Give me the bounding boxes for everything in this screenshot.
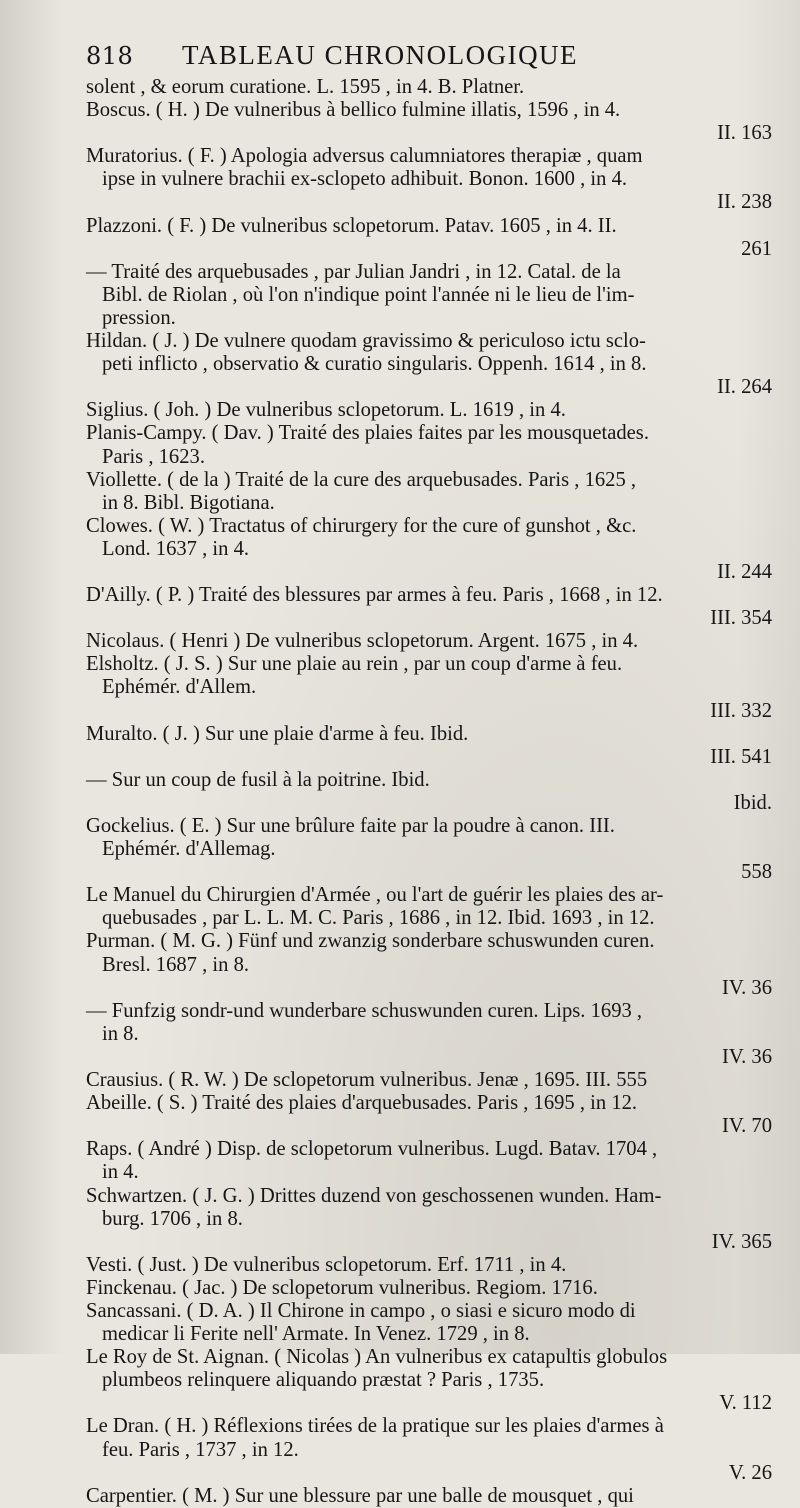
entry-line: Muratorius. ( F. ) Apologia adversus calumniatores therapiæ , quam: [86, 145, 643, 168]
entry-line: Raps. ( André ) Disp. de sclopetorum vulneribus. Lugd. Batav. 1704 ,: [86, 1138, 658, 1161]
entry-line: solent , & eorum curatione. L. 1595 , in 4. B. Platner.: [86, 76, 525, 98]
entry-line: Planis-Campy. ( Dav. ) Traité des plaies faites par les mousquetades.: [86, 422, 649, 445]
entry-line: Le Roy de St. Aignan. ( Nicolas ) An vulneribus ex catapultis globulos: [86, 1346, 668, 1369]
bibliography-entry: [86, 769, 772, 815]
entry-line: D'Ailly. ( P. ) Traité des blessures par armes à feu. Paris , 1668 , in 12.: [86, 584, 663, 607]
entry-line: Purman. ( M. G. ) Fünf und zwanzig sonderbare schuswunden curen.: [86, 930, 655, 953]
bibliography-entry: [86, 1485, 772, 1508]
entry-line: Le Manuel du Chirurgien d'Armée , ou l'art de guérir les plaies des ar-: [86, 884, 664, 907]
running-head: [86, 40, 772, 76]
bibliography-entry: [86, 422, 772, 468]
bibliography-entry: [86, 584, 772, 630]
entry-line: Clowes. ( W. ) Tractatus of chirurgery for the cure of gunshot , &c.: [86, 514, 637, 537]
bibliography-entry: [86, 1185, 772, 1254]
bibliography-entry: [86, 1346, 772, 1415]
volume-reference: II. 264: [717, 376, 772, 399]
bibliography-entry: [86, 1254, 772, 1277]
entry-line: burg. 1706 , in 8.: [102, 1207, 243, 1230]
entry-line: Gockelius. ( E. ) Sur une brûlure faite par la poudre à canon. III.: [86, 815, 615, 837]
entry-line: Ephémér. d'Allem.: [102, 676, 257, 699]
bibliography-entry: [86, 1277, 772, 1300]
entry-line: feu. Paris , 1737 , in 12.: [102, 1438, 299, 1461]
volume-reference: IV. 70: [722, 1115, 772, 1138]
page-title: TABLEAU CHRONOLOGIQUE: [182, 40, 579, 70]
entry-line: pression.: [102, 306, 176, 329]
bibliography-entry: [86, 261, 772, 330]
entry-line: Hildan. ( J. ) De vulnere quodam gravissimo & periculoso ictu sclo-: [86, 330, 646, 353]
bibliography-entry: [86, 515, 772, 584]
entry-line: Crausius. ( R. W. ) De sclopetorum vulneribus. Jenæ , 1695. III. 555: [86, 1069, 648, 1092]
entry-line: Abeille. ( S. ) Traité des plaies d'arquebusades. Paris , 1695 , in 12.: [86, 1092, 638, 1115]
entry-line: in 4.: [102, 1161, 139, 1184]
volume-reference: Ibid.: [733, 791, 772, 814]
bibliography-entry: [86, 1138, 772, 1184]
volume-reference: 261: [741, 237, 772, 260]
entry-line: Lond. 1637 , in 4.: [102, 537, 250, 560]
entry-line: Bibl. de Riolan , où l'on n'indique point l'année ni le lieu de l'im-: [102, 283, 635, 306]
bibliography-entry: [86, 215, 772, 261]
volume-reference: III. 541: [710, 745, 772, 768]
bleed-through-shadow: [420, 1310, 620, 1330]
bibliography-entry: [86, 145, 772, 214]
entry-line: Vesti. ( Just. ) De vulneribus sclopetorum. Erf. 1711 , in 4.: [86, 1253, 567, 1276]
bibliography-entry: [86, 815, 772, 884]
entry-line: — Funfzig sondr-und wunderbare schuswunden curen. Lips. 1693 ,: [86, 999, 643, 1022]
bibliography-entry: [86, 399, 772, 422]
bibliography-entry: [86, 76, 772, 99]
volume-reference: II. 163: [717, 122, 772, 145]
bibliography-entry: [86, 884, 772, 930]
bibliography-list: [86, 76, 772, 1508]
entry-line: Carpentier. ( M. ) Sur une blessure par une balle de mousquet , qui: [86, 1484, 634, 1507]
entry-line: Finckenau. ( Jac. ) De sclopetorum vulneribus. Regiom. 1716.: [86, 1276, 598, 1299]
entry-line: Le Dran. ( H. ) Réflexions tirées de la pratique sur les plaies d'armes à: [86, 1415, 664, 1438]
entry-line: Schwartzen. ( J. G. ) Drittes duzend von geschossenen wunden. Ham-: [86, 1184, 662, 1207]
bibliography-entry: [86, 1000, 772, 1069]
entry-line: — Sur un coup de fusil à la poitrine. Ibid.: [86, 768, 430, 791]
entry-line: ipse in vulnere brachii ex-sclopeto adhibuit. Bonon. 1600 , in 4.: [102, 168, 628, 191]
bibliography-entry: [86, 630, 772, 653]
bibliography-entry: [86, 653, 772, 722]
volume-reference: IV. 36: [722, 1045, 772, 1068]
bibliography-entry: [86, 1415, 772, 1484]
bibliography-entry: [86, 469, 772, 515]
entry-line: Nicolaus. ( Henri ) De vulneribus sclopetorum. Argent. 1675 , in 4.: [86, 630, 639, 653]
bibliography-entry: [86, 1092, 772, 1138]
entry-line: medicar li Ferite nell' Armate. In Venez. 1729 , in 8.: [102, 1323, 530, 1346]
entry-line: Plazzoni. ( F. ) De vulneribus sclopetorum. Patav. 1605 , in 4. II.: [86, 214, 617, 237]
entry-line: Muralto. ( J. ) Sur une plaie d'arme à feu. Ibid.: [86, 722, 469, 745]
volume-reference: V. 112: [719, 1392, 772, 1415]
entry-line: Boscus. ( H. ) De vulneribus à bellico fulmine illatis, 1596 , in 4.: [86, 99, 621, 122]
entry-line: Siglius. ( Joh. ) De vulneribus sclopetorum. L. 1619 , in 4.: [86, 399, 566, 422]
entry-line: — Traité des arquebusades , par Julian Jandri , in 12. Catal. de la: [86, 260, 621, 283]
bibliography-entry: [86, 1069, 772, 1092]
bibliography-entry: [86, 930, 772, 999]
volume-reference: III. 332: [710, 699, 772, 722]
volume-reference: V. 26: [728, 1461, 772, 1484]
entry-line: Paris , 1623.: [102, 445, 205, 468]
entry-line: in 8.: [102, 1022, 139, 1045]
volume-reference: III. 354: [710, 607, 772, 630]
entry-line: plumbeos relinquere aliquando præstat ? Paris , 1735.: [102, 1369, 545, 1392]
entry-line: Bresl. 1687 , in 8.: [102, 953, 250, 976]
bibliography-entry: [86, 330, 772, 399]
entry-line: Ephémér. d'Allemag.: [102, 838, 276, 861]
entry-line: Sancassani. ( D. A. ) Il Chirone in campo , o siasi e sicuro modo di: [86, 1299, 636, 1322]
entry-line: peti inflicto , observatio & curatio singularis. Oppenh. 1614 , in 8.: [102, 353, 647, 376]
entry-line: Elsholtz. ( J. S. ) Sur une plaie au rein , par un coup d'arme à feu.: [86, 653, 623, 676]
entry-line: in 8. Bibl. Bigotiana.: [102, 491, 275, 514]
volume-reference: 558: [741, 861, 772, 884]
volume-reference: II. 244: [717, 560, 772, 583]
volume-reference: IV. 365: [711, 1230, 772, 1253]
bibliography-entry: [86, 99, 772, 145]
page-number: 818: [86, 42, 134, 70]
entry-line: Viollette. ( de la ) Traité de la cure des arquebusades. Paris , 1625 ,: [86, 468, 637, 491]
entry-line: quebusades , par L. L. M. C. Paris , 1686 , in 12. Ibid. 1693 , in 12.: [102, 907, 655, 930]
volume-reference: II. 238: [717, 191, 772, 214]
bibliography-entry: [86, 723, 772, 769]
volume-reference: IV. 36: [722, 976, 772, 999]
